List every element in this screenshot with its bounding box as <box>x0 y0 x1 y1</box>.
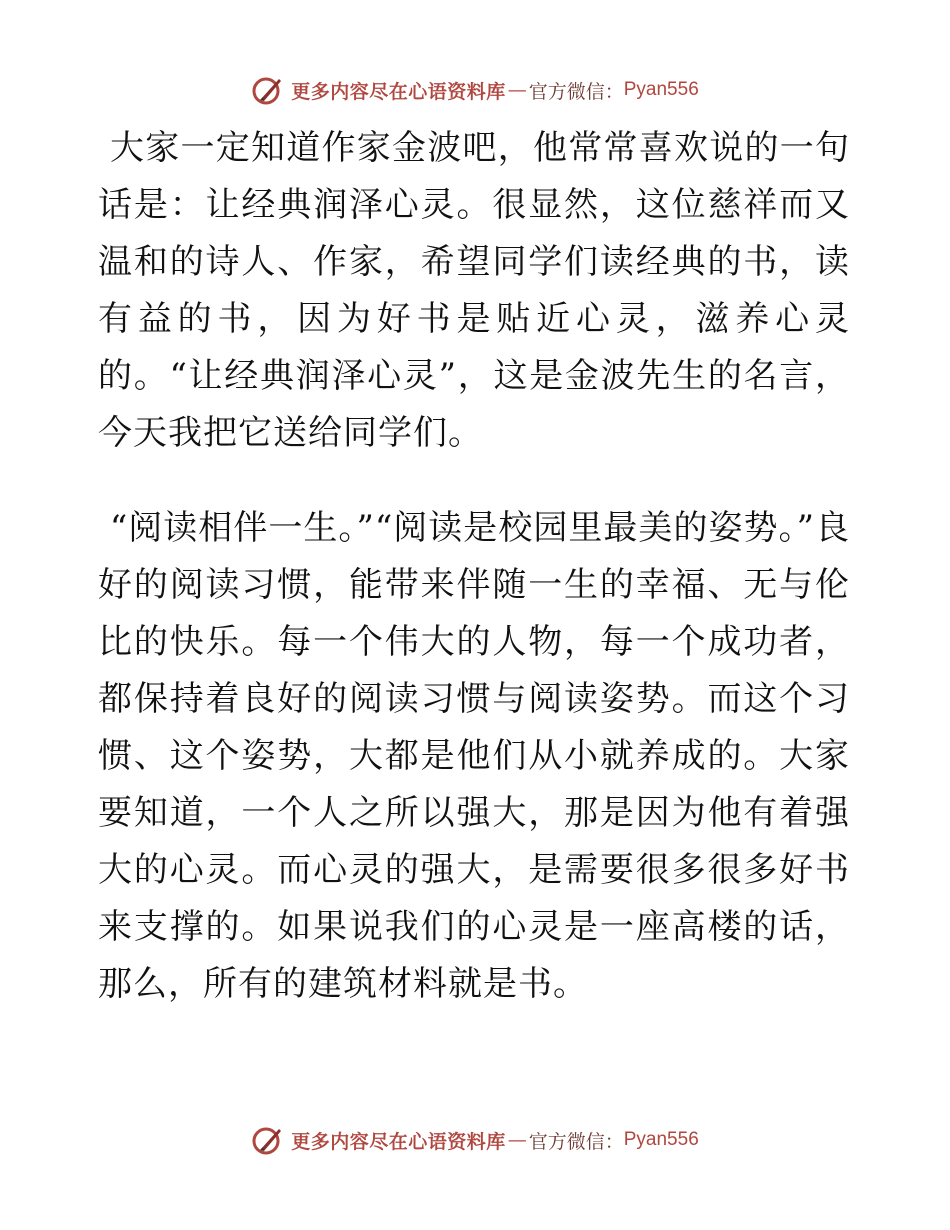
paragraph-2: “阅读相伴一生。”“阅读是校园里最美的姿势。”良好的阅读习惯，能带来伴随一生的幸福、无与伦比的快乐。每一个伟大的人物，每一个成功者，都保持着良好的阅读习惯与阅读姿势。而这个习惯、这个姿势，大都是他们从小就养成的。大家要知道，一个人之所以强大，那是因为他有着强大的心灵。而心灵的强大，是需要很多很多好书来支撑的。如果说我们的心灵是一座高楼的话，那么，所有的建筑材料就是书。 <box>98 508 850 1004</box>
banner-wechat-id: Pyan556 <box>623 1129 699 1150</box>
banner-dash: — <box>507 79 527 101</box>
banner-wechat-label: 官方微信： <box>528 80 624 103</box>
footer-banner <box>0 1120 950 1160</box>
document-body <box>98 120 850 1013</box>
banner-wechat-id: Pyan556 <box>623 79 699 100</box>
quill-pen-logo-icon <box>251 1123 285 1157</box>
banner-site-text: 更多内容尽在心语资料库 <box>291 80 506 103</box>
quill-pen-logo-icon <box>251 73 285 107</box>
banner-dash: — <box>507 1129 527 1151</box>
banner-site-text: 更多内容尽在心语资料库 <box>291 1130 506 1153</box>
header-banner <box>0 70 950 110</box>
paragraph-1: 大家一定知道作家金波吧，他常常喜欢说的一句话是：让经典润泽心灵。很显然，这位慈祥而又温和的诗人、作家，希望同学们读经典的书，读有益的书，因为好书是贴近心灵，滋养心灵的。“让经典润泽心灵”，这是金波先生的名言，今天我把它送给同学们。 <box>98 128 850 453</box>
banner-wechat-label: 官方微信： <box>528 1130 624 1153</box>
